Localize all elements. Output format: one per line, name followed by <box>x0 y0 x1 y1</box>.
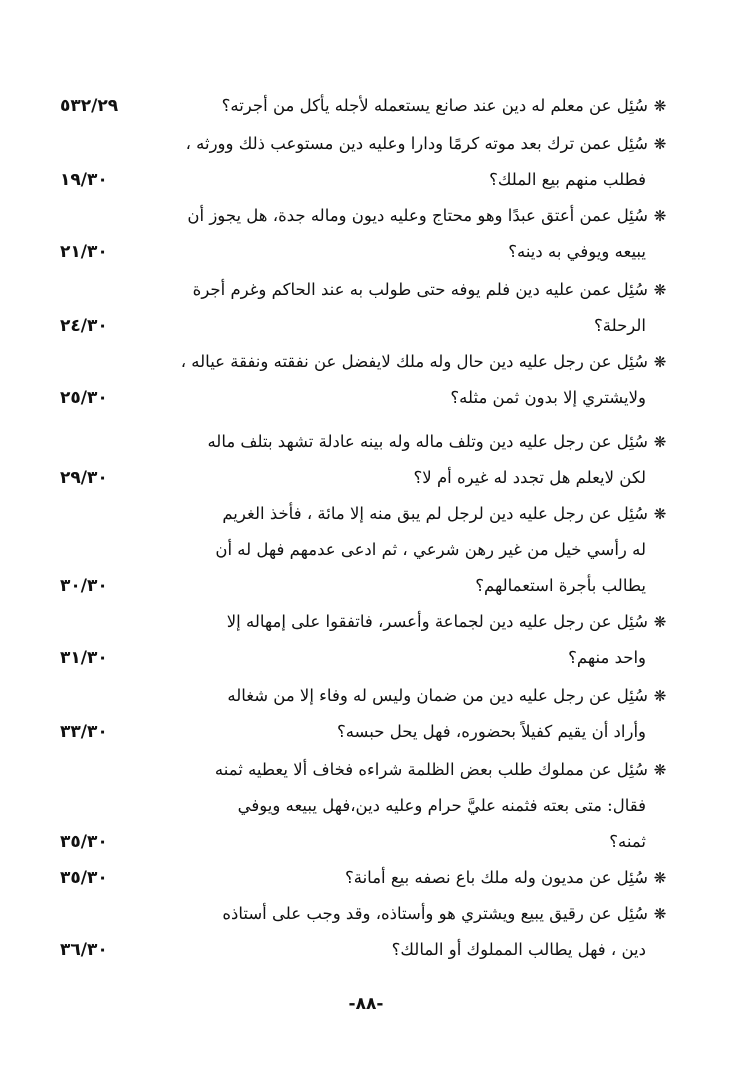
index-entry <box>60 272 672 344</box>
page-reference: ٣٣/٣٠ <box>60 722 108 742</box>
entry-text: سُئِل عمن عليه دين فلم يوفه حتى طولب به عند الحاكم وغرم أجرة <box>192 280 648 299</box>
entry-line <box>60 788 672 824</box>
entry-text: سُئِل عمن ترك بعد موته كرمًا ودارا وعليه دين مستوعب ذلك وورثه ، <box>185 134 648 153</box>
page-reference: ٣٠/٣٠ <box>60 576 108 596</box>
bullet-icon: ❋ <box>653 687 667 705</box>
entry-line <box>60 604 672 640</box>
bullet-icon: ❋ <box>653 281 667 299</box>
page-reference: ٢٩/٣٠ <box>60 468 108 488</box>
entry-text: سُئِل عن رجل عليه دين لرجل لم يبق منه إلا مائة ، فأخذ الغريم <box>222 504 648 523</box>
entry-line <box>60 568 672 604</box>
bullet-icon: ❋ <box>653 207 667 225</box>
entry-text: سُئِل عن مملوك طلب بعض الظلمة شراءه فخاف ألا يعطيه ثمنه <box>214 760 648 779</box>
bullet-icon: ❋ <box>653 905 667 923</box>
entry-text: يطالب بأجرة استعمالهم؟ <box>475 576 646 595</box>
entry-text: سُئِل عن رقيق يبيع ويشتري هو وأستاذه، وقد وجب على أستاذه <box>222 904 648 923</box>
index-entry <box>60 896 672 968</box>
entry-line <box>60 532 672 568</box>
bullet-icon: ❋ <box>653 353 667 371</box>
entry-line <box>60 308 672 344</box>
bullet-icon: ❋ <box>653 613 667 631</box>
page-reference: ٣٥/٣٠ <box>60 868 108 888</box>
entry-line <box>60 496 672 532</box>
entry-line <box>60 162 672 198</box>
entry-text: واحد منهم؟ <box>568 648 646 667</box>
entry-text: سُئِل عمن أعتق عبدًا وهو محتاج وعليه ديون وماله جدة، هل يجوز أن <box>187 206 648 225</box>
bullet-icon: ❋ <box>653 869 667 887</box>
index-entry <box>60 344 672 416</box>
entry-text: سُئِل عن مديون وله ملك باع نصفه بيع أمانة؟ <box>344 868 648 887</box>
index-entry <box>60 860 672 896</box>
entry-text: ولايشتري إلا بدون ثمن مثله؟ <box>450 388 646 407</box>
index-entry <box>60 496 672 604</box>
index-entry <box>60 88 672 124</box>
page-reference: ١٩/٣٠ <box>60 170 108 190</box>
entry-line <box>60 234 672 270</box>
bullet-icon: ❋ <box>653 505 667 523</box>
page-reference: ٢٤/٣٠ <box>60 316 108 336</box>
entry-text: لكن لايعلم هل تجدد له غيره أم لا؟ <box>413 468 646 487</box>
page-number: -٨٨- <box>348 994 384 1014</box>
entry-line <box>60 126 672 162</box>
entry-text: سُئِل عن رجل عليه دين حال وله ملك لايفضل عن نفقته ونفقة عياله ، <box>180 352 648 371</box>
entry-line <box>60 752 672 788</box>
page-reference: ٣٦/٣٠ <box>60 940 108 960</box>
page-reference: ٥٣٢/٢٩ <box>60 96 119 116</box>
entry-line <box>60 344 672 380</box>
entry-text: الرحلة؟ <box>594 316 646 335</box>
bullet-icon: ❋ <box>653 433 667 451</box>
entry-text: فطلب منهم بيع الملك؟ <box>489 170 646 189</box>
index-entry <box>60 678 672 750</box>
entry-line <box>60 380 672 416</box>
entry-line <box>60 272 672 308</box>
entry-line <box>60 678 672 714</box>
bullet-icon: ❋ <box>653 135 667 153</box>
entry-text: سُئِل عن رجل عليه دين وتلف ماله وله بينه عادلة تشهد بتلف ماله <box>207 432 648 451</box>
entry-line <box>60 896 672 932</box>
page-reference: ٣١/٣٠ <box>60 648 108 668</box>
index-entry <box>60 752 672 860</box>
entry-line <box>60 460 672 496</box>
page-reference: ٣٥/٣٠ <box>60 832 108 852</box>
page-reference: ٢٥/٣٠ <box>60 388 108 408</box>
entry-text: سُئِل عن رجل عليه دين لجماعة وأعسر، فاتفقوا على إمهاله إلا <box>226 612 648 631</box>
entry-line <box>60 714 672 750</box>
bullet-icon: ❋ <box>653 761 667 779</box>
entry-line <box>60 860 672 896</box>
entry-text: له رأسي خيل من غير رهن شرعي ، ثم ادعى عدمهم فهل له أن <box>215 540 646 559</box>
entry-text: سُئِل عن رجل عليه دين من ضمان وليس له وفاء إلا من شغاله <box>227 686 648 705</box>
entry-text: فقال: متى بعته فثمنه عليَّ حرام وعليه دين،فهل يبيعه ويوفي <box>237 796 646 815</box>
page-reference: ٢١/٣٠ <box>60 242 108 262</box>
entry-text: ثمنه؟ <box>609 832 646 851</box>
entry-text: سُئِل عن معلم له دين عند صانع يستعمله لأجله يأكل من أجرته؟ <box>221 96 648 115</box>
index-entry <box>60 604 672 676</box>
entry-text: دين ، فهل يطالب المملوك أو المالك؟ <box>391 940 646 959</box>
index-entry <box>60 198 672 270</box>
entry-line <box>60 88 672 124</box>
entry-line <box>60 198 672 234</box>
entry-text: وأراد أن يقيم كفيلاً بحضوره، فهل يحل حبسه؟ <box>336 722 646 741</box>
index-entry <box>60 126 672 198</box>
entry-text: يبيعه ويوفي به دينه؟ <box>508 242 646 261</box>
bullet-icon: ❋ <box>653 97 667 115</box>
entry-line <box>60 640 672 676</box>
entry-line <box>60 932 672 968</box>
entry-line <box>60 824 672 860</box>
index-entry <box>60 424 672 496</box>
entry-line <box>60 424 672 460</box>
